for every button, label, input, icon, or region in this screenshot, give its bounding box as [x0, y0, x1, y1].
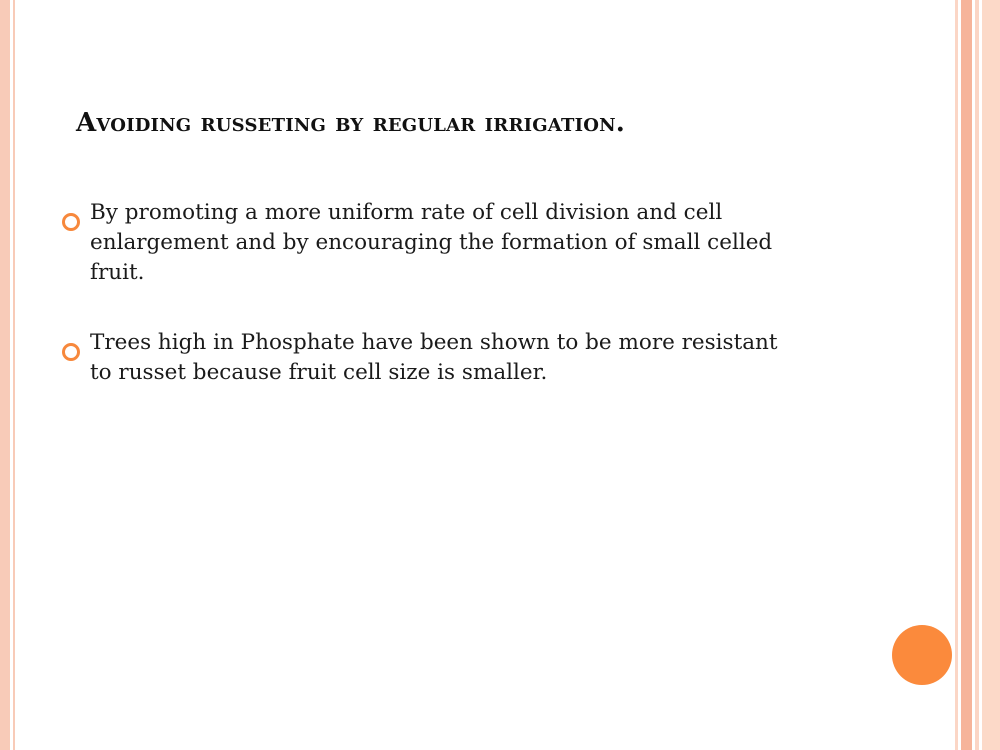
bullet-item — [60, 198, 800, 288]
right-border-stripe — [961, 0, 972, 750]
left-border-line — [13, 0, 15, 750]
right-border-stripe — [975, 0, 979, 750]
left-border-bar — [0, 0, 10, 750]
circle-outline-icon — [62, 343, 80, 361]
bullet-text: Trees high in Phosphate have been shown to be more resistant to russet because fruit cell size is smaller. — [90, 330, 778, 385]
bullet-text: By promoting a more uniform rate of cell division and cell enlargement and by encouraging the formation of small celled fruit. — [90, 200, 773, 285]
right-border-stripe — [982, 0, 1000, 750]
filled-circle-icon — [892, 625, 952, 685]
circle-outline-icon — [62, 213, 80, 231]
bullet-item — [60, 328, 800, 388]
slide-title: Avoiding russeting by regular irrigation. — [76, 108, 625, 138]
bullet-list — [60, 198, 800, 388]
